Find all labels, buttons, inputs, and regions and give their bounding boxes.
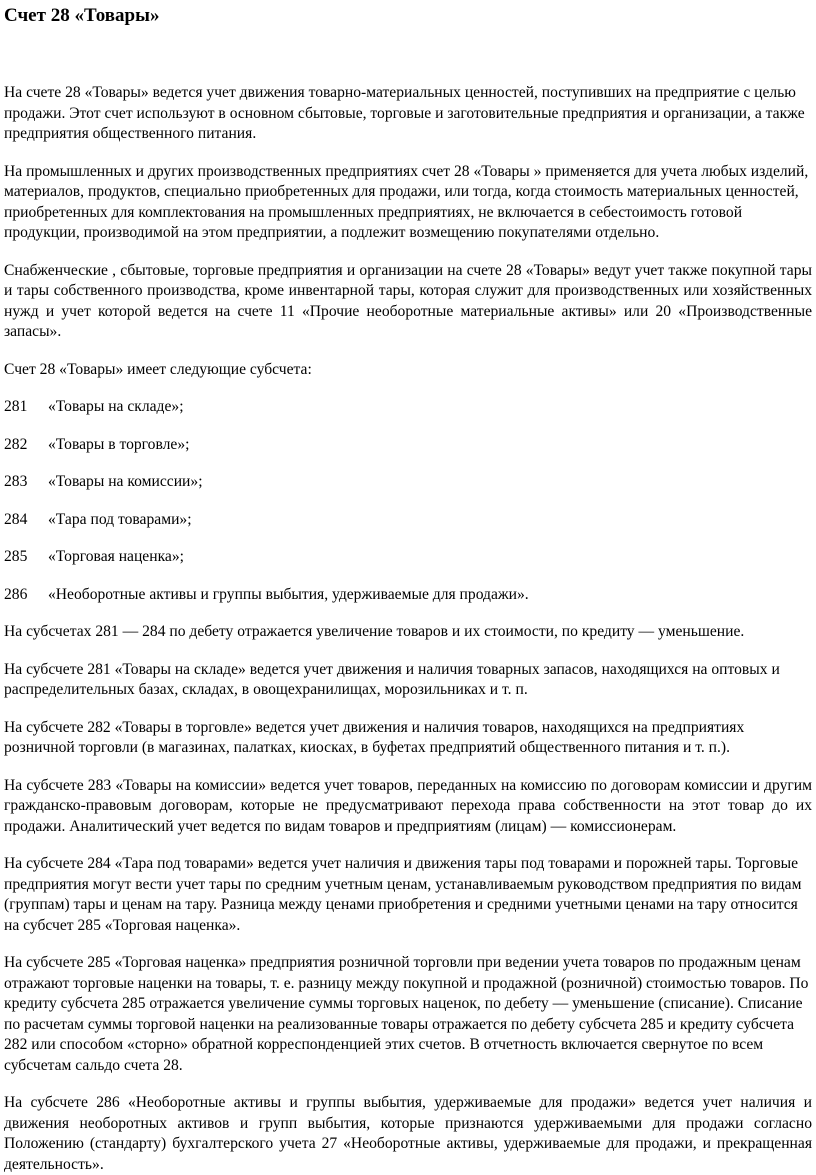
detail-paragraph-285: На субсчете 285 «Торговая наценка» предприятия розничной торговли при ведении учета товаров по продажным ценам отражают торговые наценки на товары, т. е. разницу между покупной и продажной (розничной) стоимостью товаров. По кредиту субсчета 285 отражается увеличение суммы торговых наценок, по дебету — уменьшение (списание). Списание по расчетам суммы торговой наценки на реализованные товары отражается по дебету субсчета 285 и кредиту субсчета 282 или способом «сторно» обратной корреспонденцией этих счетов. В отчетность включается свернутое по всем субсчетам сальдо счета 28. <box>4 954 809 1074</box>
subaccount-item <box>4 510 812 531</box>
subaccount-item <box>4 435 812 456</box>
detail-paragraph-282-line-1: На субсчете 282 «Товары в торговле» ведется учет движения и наличия товаров, находящихся на предприятиях <box>4 718 745 736</box>
detail-paragraph-281-284: На субсчетах 281 — 284 по дебету отражается увеличение товаров и их стоимости, по кредиту — уменьшение. <box>4 623 745 640</box>
subaccount-item <box>4 397 812 418</box>
detail-paragraph-283: На субсчете 283 «Товары на комиссии» ведется учет товаров, переданных на комиссию по договорам комиссии и другим гражданско-правовым договорам, которые не предусматривают перехода права собственности на этот товар до их продажи. Аналитический учет ведется по видам товаров и предприятиям (лицам) — комиссионерам. <box>4 776 812 835</box>
subaccount-item <box>4 547 812 568</box>
subaccount-code: 284 <box>4 510 28 528</box>
subaccount-name: «Товары на складе»; <box>48 398 184 415</box>
subaccount-name: «Товары в торговле»; <box>48 435 190 453</box>
intro-paragraph-2: На промышленных и других производственных предприятиях счет 28 «Товары » применяется для учета любых изделий, материалов, продуктов, специально приобретенных для продажи, или тогда, когда стоимость материальных ценностей, приобретенных для комплектования на промышленных предприятиях, не включается в себестоимость готовой продукции, производимой на этом предприятии, а подлежит возмещению покупателями отдельно. <box>4 162 809 241</box>
page-title: Счет 28 «Товары» <box>4 5 160 26</box>
subaccount-code: 285 <box>4 548 28 565</box>
subaccount-item <box>4 585 812 606</box>
subaccount-code: 286 <box>4 585 28 603</box>
subaccount-code: 282 <box>4 435 28 453</box>
subaccount-name: «Необоротные активы и группы выбытия, удерживаемые для продажи». <box>48 585 529 603</box>
subaccount-name: «Торговая наценка»; <box>48 548 184 565</box>
intro-paragraph-3: Снабженческие , сбытовые, торговые предприятия и организации на счете 28 «Товары» ведут учет также покупной тары и тары собственного производства, кроме инвентарной тары, которая служит для производственных или хозяйственных нужд и учет которой ведется на счете 11 «Прочие необоротные материальные активы» или 20 «Производственные запасы». <box>4 261 812 340</box>
subaccount-name: «Товары на комиссии»; <box>48 473 203 490</box>
subaccount-name: «Тара под товарами»; <box>48 510 192 528</box>
subaccount-code: 283 <box>4 473 28 490</box>
subaccount-item <box>4 472 812 493</box>
detail-paragraph-284: На субсчете 284 «Тара под товарами» ведется учет наличия и движения тары под товарами и порожней тары. Торговые предприятия могут вести учет тары по средним учетным ценам, устанавливаемым руководством предприятия по видам (группам) тары и ценам на тару. Разница между ценами приобретения и средними учетными ценами на тару относится на субсчет 285 «Торговая наценка». <box>4 855 802 934</box>
detail-paragraph-282 <box>4 718 812 759</box>
subaccounts-heading: Счет 28 «Товары» имеет следующие субсчета: <box>4 360 312 378</box>
detail-paragraph-281: На субсчете 281 «Товары на складе» ведется учет движения и наличия товарных запасов, находящихся на оптовых и распределительных базах, складах, в овощехранилищах, морозильниках и т. п. <box>4 660 780 698</box>
detail-paragraph-286: На субсчете 286 «Необоротные активы и группы выбытия, удерживаемые для продажи» ведется учет наличия и движения необоротных активов и групп выбытия, которые признаются удерживаемыми для продажи согласно Положению (стандарту) бухгалтерского учета 27 «Необоротные активы, удерживаемые для продажи, и прекращенная деятельность». <box>4 1094 812 1173</box>
subaccount-code: 281 <box>4 398 28 415</box>
detail-paragraph-282-line-2: розничной торговли (в магазинах, палатках, киосках, в буфетах предприятий общественного питания и т. п.). <box>4 739 731 756</box>
intro-paragraph-1: На счете 28 «Товары» ведется учет движения товарно-материальных ценностей, поступивших на предприятие с целью продажи. Этот счет используют в основном сбытовые, торговые и заготовительные предприятия и организации, а также предприятия общественного питания. <box>4 84 805 142</box>
